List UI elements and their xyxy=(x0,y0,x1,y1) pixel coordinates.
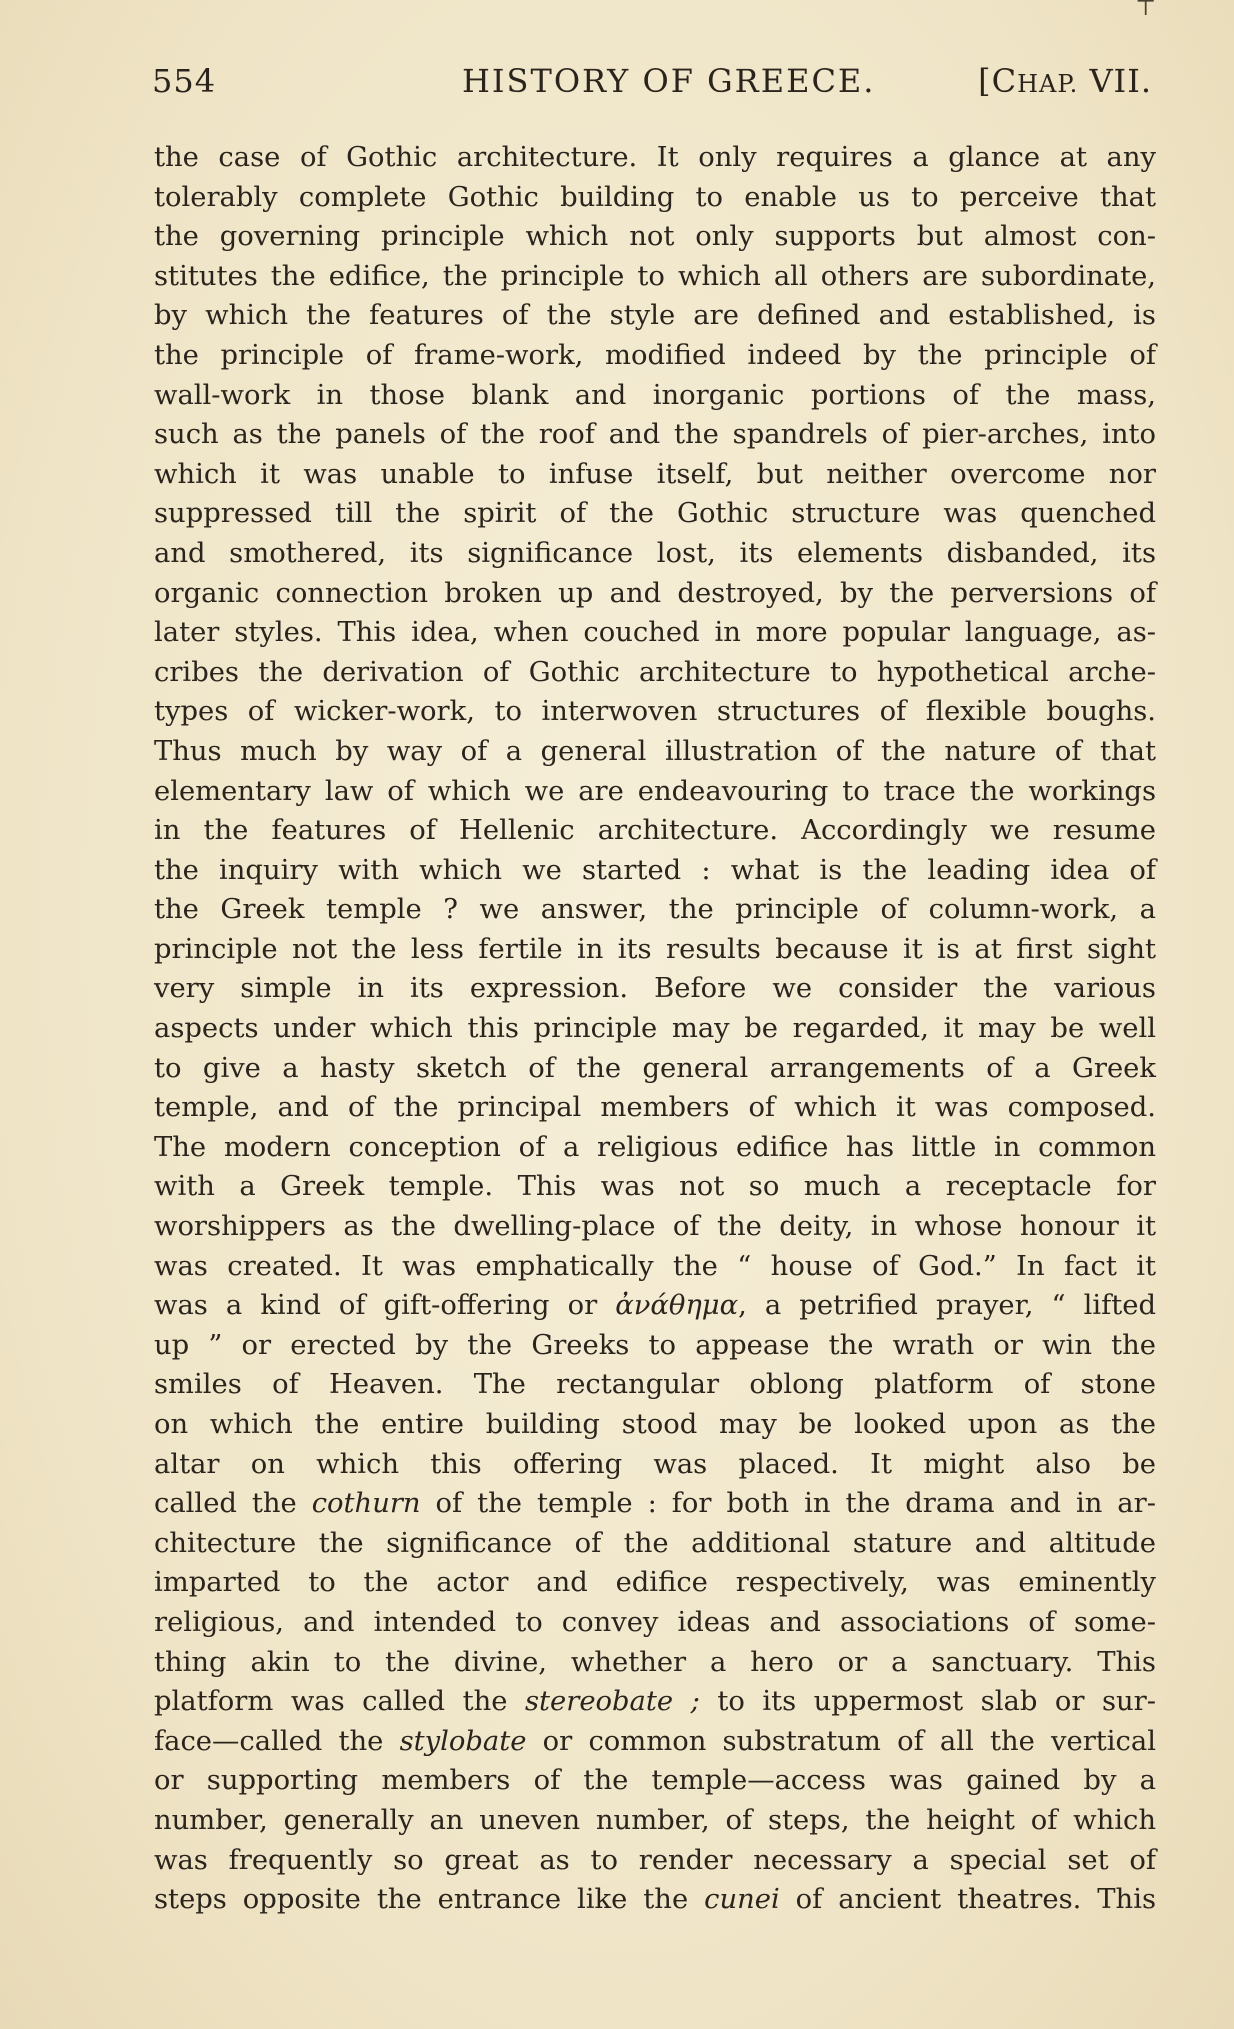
text-line: and smothered, its significance lost, its elements disbanded, its xyxy=(154,537,1156,569)
text-line: altar on which this offering was placed. It might also be xyxy=(154,1448,1156,1480)
text-segment: platform was called the xyxy=(154,1686,525,1718)
text-line: elementary law of which we are endeavouring to trace the workings xyxy=(154,775,1156,807)
text-line: aspects under which this principle may be regarded, it may be well xyxy=(154,1013,1156,1045)
text-segment: to its uppermost slab or sur- xyxy=(699,1686,1156,1718)
text-line: types of wicker-work, to interwoven structures of flexible boughs. xyxy=(154,696,1156,728)
corner-mark: ⊤ xyxy=(1135,0,1156,21)
text-line-cothurn xyxy=(154,1484,1156,1524)
text-line: Thus much by way of a general illustration of the nature of that xyxy=(154,735,1156,767)
text-line: on which the entire building stood may be looked upon as the xyxy=(154,1409,1156,1440)
text-line: was created. It was emphatically the “ house of God.” In fact it xyxy=(154,1250,1156,1282)
text-line: thing akin to the divine, whether a hero or a sanctuary. This xyxy=(154,1646,1156,1678)
text-segment: called the xyxy=(154,1488,312,1520)
text-line: principle not the less fertile in its results because it is at first sight xyxy=(154,933,1156,965)
body-text xyxy=(154,138,1156,1920)
text-line: with a Greek temple. This was not so much a receptacle for xyxy=(154,1171,1156,1203)
text-line: organic connection broken up and destroyed, by the perversions of xyxy=(154,577,1156,609)
chapter-number: VII. xyxy=(1078,62,1152,100)
text-segment: of the temple : for both in the drama and in ar- xyxy=(420,1488,1156,1520)
text-segment: or common substratum of all the vertical xyxy=(526,1725,1156,1757)
italic-term: stylobate xyxy=(399,1725,527,1757)
text-line: wall-work in those blank and inorganic portions of the mass, xyxy=(154,379,1156,411)
text-line: which it was unable to infuse itself, but neither overcome nor xyxy=(154,458,1156,490)
text-line: chitecture the significance of the additional stature and altitude xyxy=(154,1527,1156,1559)
italic-term: stereobate ; xyxy=(524,1686,700,1718)
text-line: number, generally an uneven number, of steps, the height of which xyxy=(154,1804,1156,1836)
text-line: stitutes the edifice, the principle to which all others are subordinate, xyxy=(154,260,1156,292)
text-line: imparted to the actor and edifice respectively, was eminently xyxy=(154,1567,1156,1599)
running-header xyxy=(152,62,1152,106)
text-line-anathema xyxy=(154,1286,1156,1326)
text-line: to give a hasty sketch of the general arrangements of a Greek xyxy=(154,1052,1156,1084)
text-line: religious, and intended to convey ideas and associations of some- xyxy=(154,1606,1156,1638)
text-segment: , a petrified prayer, “ lifted xyxy=(738,1290,1156,1322)
text-line: temple, and of the principal members of which it was composed. xyxy=(154,1092,1156,1124)
greek-word: ἀνάθημα xyxy=(615,1290,739,1322)
text-line: by which the features of the style are defined and established, is xyxy=(154,300,1156,332)
text-line: The modern conception of a religious edifice has little in common xyxy=(154,1131,1156,1163)
text-line: the inquiry with which we started : what is the leading idea of xyxy=(154,854,1156,886)
text-line-stereobate xyxy=(154,1682,1156,1722)
text-line: tolerably complete Gothic building to enable us to perceive that xyxy=(154,181,1156,213)
text-line: smiles of Heaven. The rectangular oblong platform of stone xyxy=(154,1369,1156,1401)
text-line: suppressed till the spirit of the Gothic structure was quenched xyxy=(154,498,1156,530)
text-line: later styles. This idea, when couched in more popular language, as- xyxy=(154,617,1156,649)
chapter-abbrev: HAP. xyxy=(1017,70,1079,98)
text-line: the case of Gothic architecture. It only requires a glance at any xyxy=(154,142,1156,173)
text-line: worshippers as the dwelling-place of the deity, in whose honour it xyxy=(154,1211,1156,1243)
text-line: in the features of Hellenic architecture. Accordingly we resume xyxy=(154,815,1156,847)
running-title: HISTORY OF GREECE. xyxy=(462,62,876,100)
text-line: the Greek temple ? we answer, the principle of column-work, a xyxy=(154,894,1156,926)
italic-term: cunei xyxy=(704,1884,780,1916)
chapter-label xyxy=(978,62,1152,100)
italic-term: cothurn xyxy=(311,1488,421,1520)
text-segment: face—called the xyxy=(154,1725,400,1757)
text-line: very simple in its expression. Before we consider the various xyxy=(154,973,1156,1005)
text-line-cunei xyxy=(154,1880,1156,1920)
text-line: such as the panels of the roof and the spandrels of pier-arches, into xyxy=(154,419,1156,451)
text-segment: was a kind of gift-offering or xyxy=(154,1290,616,1322)
text-line: was frequently so great as to render necessary a special set of xyxy=(154,1844,1156,1876)
text-line: or supporting members of the temple—access was gained by a xyxy=(154,1765,1156,1797)
text-line: the governing principle which not only supports but almost con- xyxy=(154,221,1156,253)
text-line-stylobate xyxy=(154,1722,1156,1762)
text-line: the principle of frame-work, modified indeed by the principle of xyxy=(154,339,1156,371)
chapter-open: [C xyxy=(978,62,1018,100)
text-segment: of ancient theatres. This xyxy=(779,1884,1157,1916)
text-line: cribes the derivation of Gothic architecture to hypothetical arche- xyxy=(154,656,1156,688)
text-segment: steps opposite the entrance like the xyxy=(154,1884,705,1916)
page-number: 554 xyxy=(152,62,217,100)
text-line: up ” or erected by the Greeks to appease the wrath or win the xyxy=(154,1329,1156,1361)
